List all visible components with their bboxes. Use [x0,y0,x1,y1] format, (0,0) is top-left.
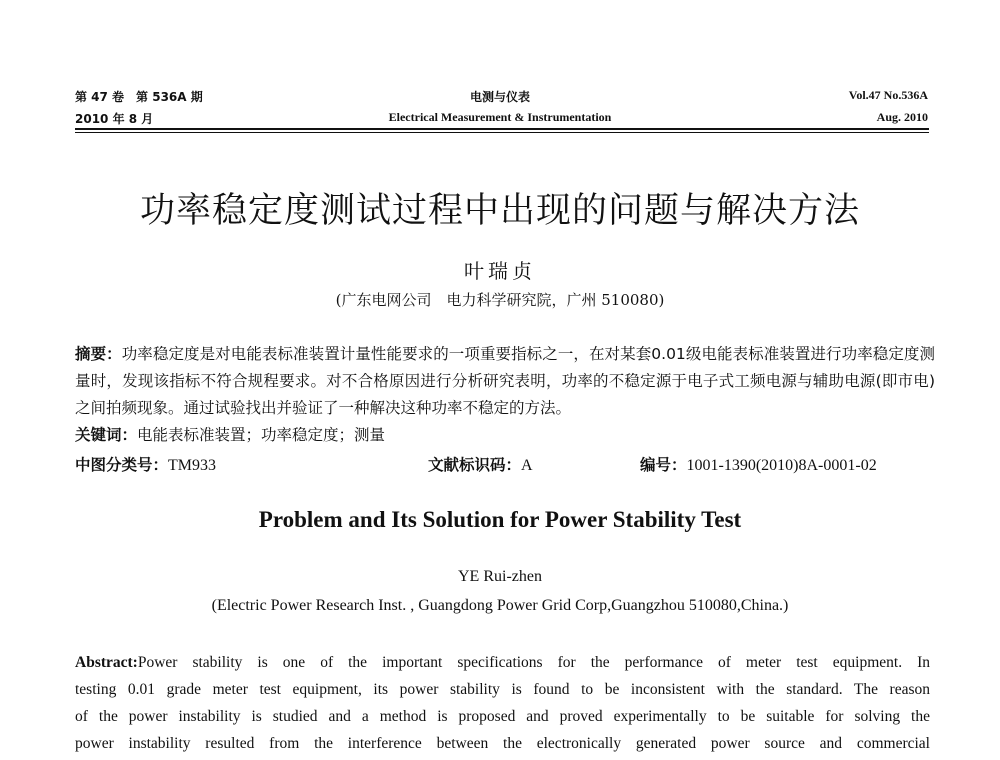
clc-value: TM933 [168,457,217,474]
doc-code-value: A [521,457,533,474]
keywords-cn-label: 关键词： [75,426,138,444]
author-cn: 叶瑞贞 [464,259,536,283]
keywords-cn-text: 电能表标准装置；功率稳定度；测量 [137,426,386,444]
abstract-en-line: power instability resulted from the interference between the electronically generated power source and commercial [75,735,930,752]
header-journal-en: Electrical Measurement & Instrumentation [388,110,612,124]
paper-title-en: Problem and Its Solution for Power Stability Test [258,507,742,532]
abstract-en-line: of the power instability is studied and a method is proposed and proved experimentally to be suitable for solving the [75,708,930,725]
abstract-en-line: testing 0.01 grade meter test equipment, its power stability is found to be inconsistent with the standard. The reason [75,681,930,698]
article-number [640,453,877,475]
header-date-en: Aug. 2010 [876,110,928,124]
header-volume-issue-en: Vol.47 No.536A [848,88,928,102]
clc-number [75,453,216,475]
abstract-en-line [75,654,930,672]
keywords-cn [75,423,385,445]
header-rule-thin [75,132,929,133]
header-volume-issue-cn: 第 47 卷 第 536A 期 [75,90,203,104]
abstract-cn [75,341,935,422]
doc-code-label: 文献标识码： [428,456,522,474]
header-rule-thick [75,128,929,130]
affiliation-cn: (广东电网公司 电力科学研究院，广州 510080) [335,291,665,309]
author-en: YE Rui-zhen [458,568,542,585]
clc-label: 中图分类号： [75,456,169,474]
document-code [428,453,533,475]
abstract-cn-label: 摘要： [75,345,122,363]
affiliation-en: (Electric Power Research Inst. , Guangdong Power Grid Corp,Guangzhou 510080,China.) [211,597,789,614]
article-number-label: 编号： [640,456,687,474]
abstract-cn-text: 功率稳定度是对电能表标准装置计量性能要求的一项重要指标之一，在对某套0.01级电能表标准装置进行功率稳定度测量时，发现该指标不符合规程要求。对不合格原因进行分析研究表明，功率的不稳定源于电子式工频电源与辅助电源(即市电)之间拍频现象。通过试验找出并验证了一种解决这种功率不稳定的方法。 [75,345,935,417]
abstract-en-line-text: Power stability is one of the important specifications for the performance of meter test equipment. In [137,654,930,671]
article-number-value: 1001-1390(2010)8A-0001-02 [686,457,877,474]
abstract-en-label: Abstract: [75,654,138,671]
header-date-cn: 2010 年 8 月 [75,112,154,126]
header-journal-cn: 电测与仪表 [469,90,530,104]
paper-title-cn: 功率稳定度测试过程中出现的问题与解决方法 [139,191,860,231]
